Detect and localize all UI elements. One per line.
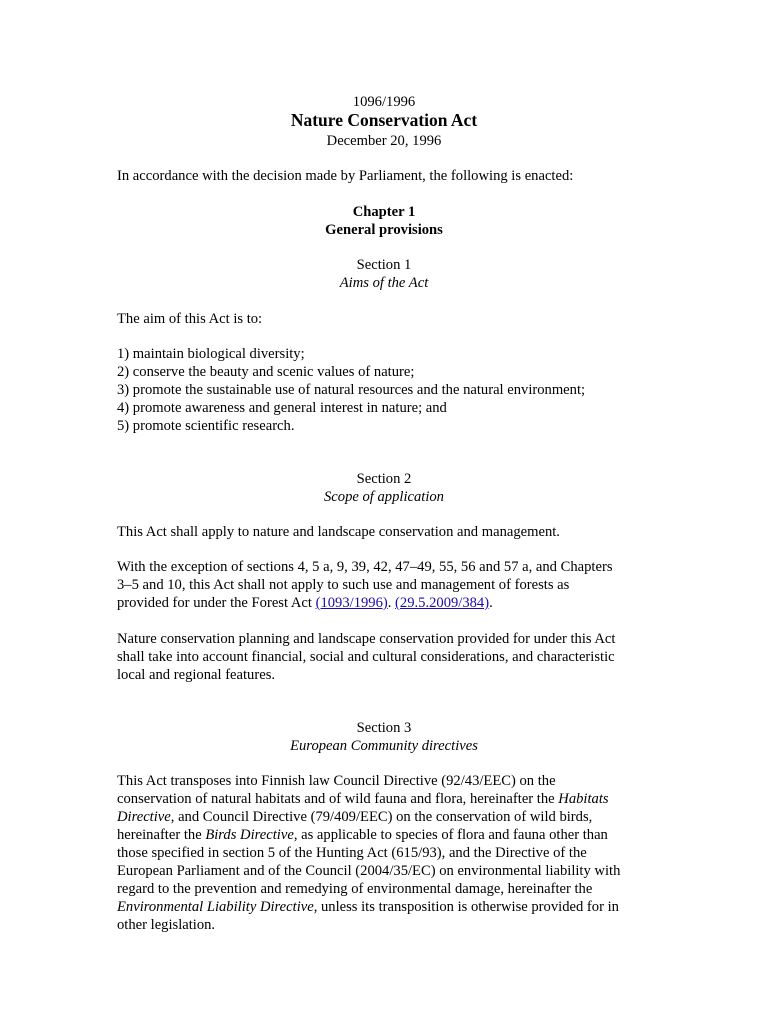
sentence-end: . xyxy=(489,595,493,611)
section-3-line: This Act transposes into Finnish law Council Directive (92/43/EEC) on the xyxy=(117,773,556,789)
section-2-paragraph-1: This Act shall apply to nature and landscape conservation and management. xyxy=(117,524,560,540)
chapter-heading: Chapter 1 xyxy=(352,204,416,220)
section-3-text: , as applicable to species of flora and fauna other than xyxy=(293,827,608,843)
birds-directive-term: Birds Directive xyxy=(205,827,294,843)
section-3-line xyxy=(117,808,592,826)
section-1-heading: Section 1 xyxy=(356,257,412,273)
act-number: 1096/1996 xyxy=(352,94,416,110)
section-2-paragraph-2-line: With the exception of sections 4, 5 a, 9, 39, 42, 47–49, 55, 56 and 57 a, and Chapters xyxy=(117,559,613,575)
list-item: 2) conserve the beauty and scenic values of nature; xyxy=(117,364,415,380)
list-item: 3) promote the sustainable use of natural resources and the natural environment; xyxy=(117,382,586,398)
section-3-line: other legislation. xyxy=(117,917,216,933)
section-3-subheading: European Community directives xyxy=(290,738,478,754)
section-3-text: conservation of natural habitats and of wild fauna and flora, hereinafter the xyxy=(117,791,559,807)
section-2-paragraph-2-line: 3–5 and 10, this Act shall not apply to such use and management of forests as xyxy=(117,577,570,593)
section-3-text: hereinafter the xyxy=(117,827,206,843)
list-item: 5) promote scientific research. xyxy=(117,418,295,434)
directive-term: Directive xyxy=(117,809,171,825)
section-3-text: , unless its transposition is otherwise provided for in xyxy=(313,899,619,915)
section-3-line xyxy=(117,826,608,844)
chapter-subheading: General provisions xyxy=(325,222,443,238)
amendment-link[interactable]: (29.5.2009/384) xyxy=(395,595,490,611)
list-item: 4) promote awareness and general interest in nature; and xyxy=(117,400,447,416)
preamble: In accordance with the decision made by Parliament, the following is enacted: xyxy=(117,168,574,184)
section-3-line: regard to the prevention and remedying of environmental damage, hereinafter the xyxy=(117,881,593,897)
section-2-paragraph-3-line: shall take into account financial, social and cultural considerations, and characteristic xyxy=(117,649,615,665)
habitats-term: Habitats xyxy=(558,791,609,807)
link-separator: . xyxy=(387,595,396,611)
section-1-subheading: Aims of the Act xyxy=(339,275,429,291)
section-1-intro: The aim of this Act is to: xyxy=(117,311,263,327)
section-3-line xyxy=(117,898,619,916)
list-item: 1) maintain biological diversity; xyxy=(117,346,305,362)
forest-act-text: provided for under the Forest Act xyxy=(117,595,316,611)
section-2-heading: Section 2 xyxy=(356,471,412,487)
section-3-line: those specified in section 5 of the Hunting Act (615/93), and the Directive of the xyxy=(117,845,587,861)
forest-act-link[interactable]: (1093/1996) xyxy=(315,595,388,611)
section-2-paragraph-3-line: local and regional features. xyxy=(117,667,276,683)
section-2-paragraph-2-last-line xyxy=(117,594,493,612)
section-3-heading: Section 3 xyxy=(356,720,412,736)
page-title: Nature Conservation Act xyxy=(290,110,478,130)
act-date: December 20, 1996 xyxy=(326,133,442,149)
liability-directive-term: Environmental Liability Directive xyxy=(117,899,314,915)
section-2-paragraph-3-line: Nature conservation planning and landscape conservation provided for under this Act xyxy=(117,631,616,647)
section-3-line: European Parliament and of the Council (2004/35/EC) on environmental liability with xyxy=(117,863,621,879)
section-3-line xyxy=(117,790,609,808)
section-2-subheading: Scope of application xyxy=(324,489,444,505)
section-3-text: , and Council Directive (79/409/EEC) on the conservation of wild birds, xyxy=(170,809,593,825)
